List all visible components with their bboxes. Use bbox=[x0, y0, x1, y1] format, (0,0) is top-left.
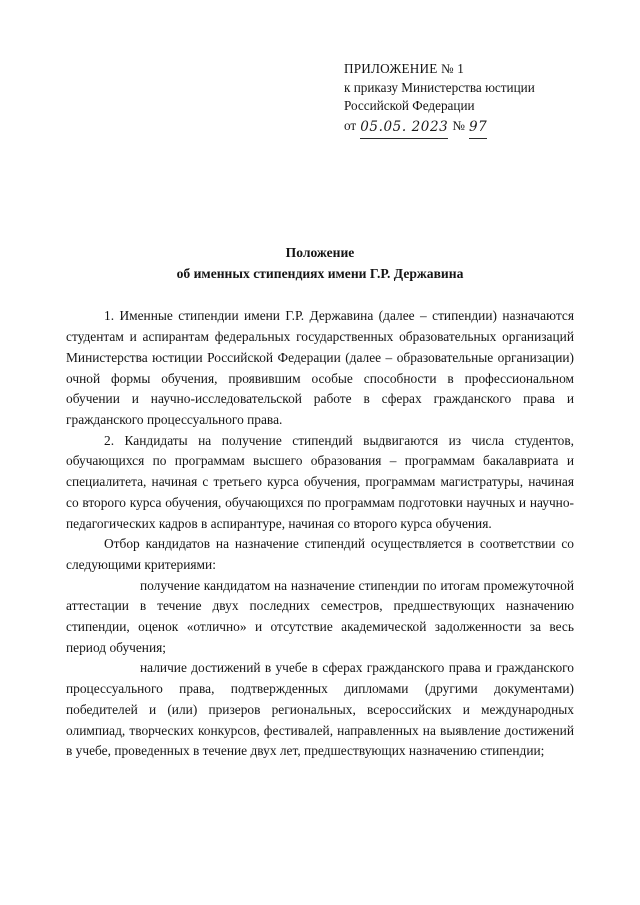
number-value: 97 bbox=[469, 118, 487, 139]
document-header bbox=[344, 60, 596, 138]
date-label: от bbox=[344, 118, 357, 134]
date-value: 05.05. 2023 bbox=[360, 118, 448, 139]
header-order-line-1: к приказу Министерства юстиции bbox=[344, 79, 535, 95]
paragraph-3: Отбор кандидатов на назначение стипендий осуществляется в соответствии со следующими критериями: bbox=[66, 536, 574, 572]
document-body bbox=[66, 306, 574, 761]
header-appendix-line: ПРИЛОЖЕНИЕ № 1 bbox=[344, 61, 465, 76]
paragraph-2: 2. Кандидаты на получение стипендий выдвигаются из числа студентов, обучающихся по программам высшего образования – программам бакалавриата и специалитета, начиная с третьего курса обучения, программам магистратуры, начиная со второго курса обучения, обучающихся по программам подготовки научных и научно-педагогических кадров в аспирантуре, начиная со второго курса обучения. bbox=[66, 432, 574, 531]
title-line-2: об именных стипендиях имени Г.Р. Державина bbox=[176, 266, 464, 282]
number-label: № bbox=[452, 118, 465, 134]
header-date-number-row bbox=[344, 117, 596, 138]
title-line-1: Положение bbox=[285, 245, 355, 261]
header-order-line-2: Российской Федерации bbox=[344, 98, 475, 114]
paragraph-4: получение кандидатом на назначение стипендии по итогам промежуточной аттестации в течение двух последних семестров, предшествующих назначению стипендии, оценок «отлично» и отсутствие академической задолженности за весь период обучения; bbox=[66, 577, 574, 655]
paragraph-5: наличие достижений в учебе в сферах гражданского права и гражданского процессуального права, подтвержденных дипломами (другими документами) победителей и (или) призеров региональных, всероссийских и международных олимпиад, творческих конкурсов, фестивалей, направленных на выявление достижений в учебе, проведенных в течение двух лет, предшествующих назначению стипендии; bbox=[66, 660, 574, 759]
paragraph-1: 1. Именные стипендии имени Г.Р. Державина (далее – стипендии) назначаются студентам и аспирантам федеральных государственных образовательных организаций Министерства юстиции Российской Федерации (далее – образовательные организации) очной формы обучения, проявившим особые способности в профессиональном обучении и научно-исследовательской работе в сферах гражданского права и гражданского процессуального права. bbox=[66, 308, 574, 427]
document-title bbox=[66, 242, 574, 284]
